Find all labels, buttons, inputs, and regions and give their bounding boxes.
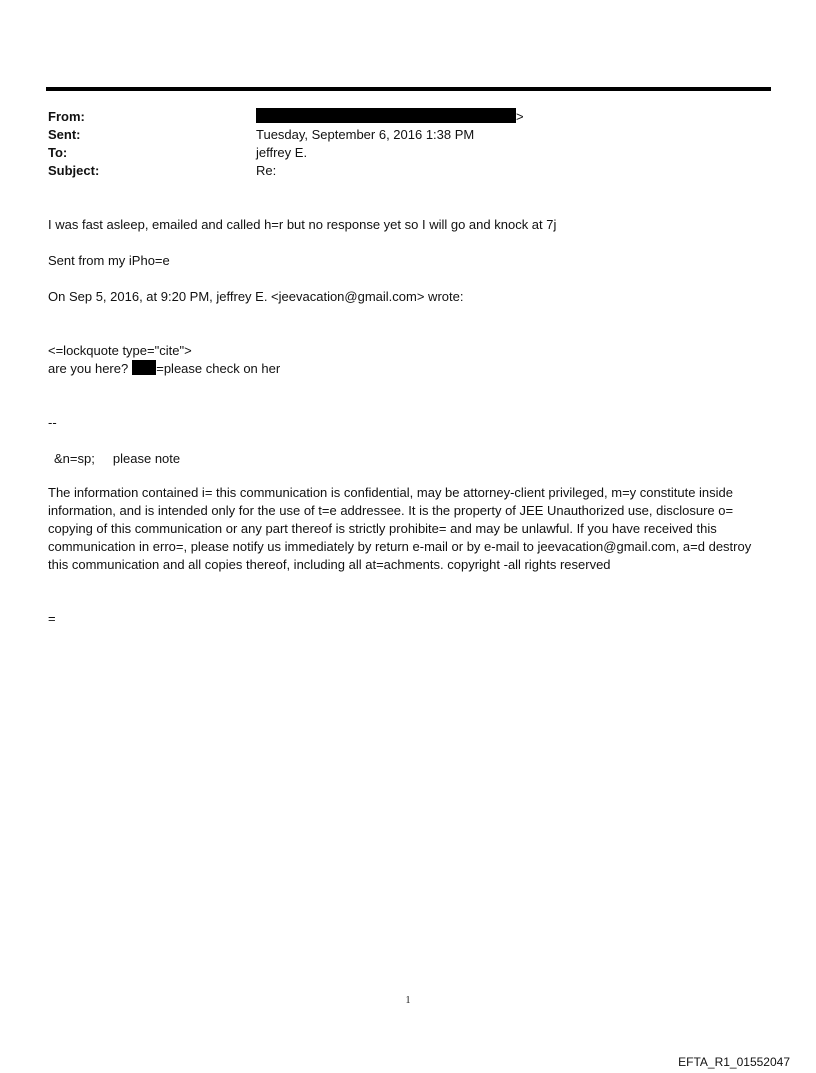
from-value xyxy=(256,108,524,126)
email-header xyxy=(48,108,748,180)
bates-number: EFTA_R1_01552047 xyxy=(678,1055,790,1069)
to-value: jeffrey E. xyxy=(256,145,308,160)
redaction-block xyxy=(132,360,156,375)
blockquote-tag: <=lockquote type="cite"> xyxy=(48,343,192,358)
from-suffix: > xyxy=(516,109,524,124)
from-row xyxy=(48,108,748,126)
subject-value: Re: xyxy=(256,163,277,178)
signature-line: Sent from my iPho=e xyxy=(48,253,170,268)
message-line: I was fast asleep, emailed and called h=r but no response yet so I will go and knock at 7j xyxy=(48,217,557,232)
to-row xyxy=(48,144,748,162)
redaction-block xyxy=(256,108,516,123)
sent-label: Sent: xyxy=(48,127,81,142)
sent-value: Tuesday, September 6, 2016 1:38 PM xyxy=(256,127,475,142)
from-label: From: xyxy=(48,109,85,124)
header-divider xyxy=(46,87,771,91)
quote-intro: On Sep 5, 2016, at 9:20 PM, jeffrey E. <jeevacation@gmail.com> wrote: xyxy=(48,289,464,304)
subject-label: Subject: xyxy=(48,163,100,178)
quote-line-end: =please check on her xyxy=(156,361,281,376)
sent-row xyxy=(48,126,748,144)
page-number: 1 xyxy=(405,995,411,1006)
to-label: To: xyxy=(48,145,68,160)
quoted-message xyxy=(48,360,280,378)
trailing-equals: = xyxy=(48,611,56,626)
quote-line-start: are you here? xyxy=(48,361,129,376)
disclaimer-paragraph: The information contained i= this communication is confidential, may be attorney-client privileged, m=y constitute inside information, and is intended only for the use of t=e addressee. It is the property of JEE Unauthorized use, disclosure o= copying of this communication or any part thereof is strictly prohibite= and may be unlawful. If you have received this communication in erro=, please notify us immediately by return e-mail or by e-mail to jeevacation@gmail.com, a=d destroy this communication and all copies thereof, including all at=achments. copyright -all rights reserved xyxy=(48,485,752,572)
subject-row xyxy=(48,162,748,180)
note-line: &n=sp; please note xyxy=(54,451,181,466)
dashes: -- xyxy=(48,415,57,430)
